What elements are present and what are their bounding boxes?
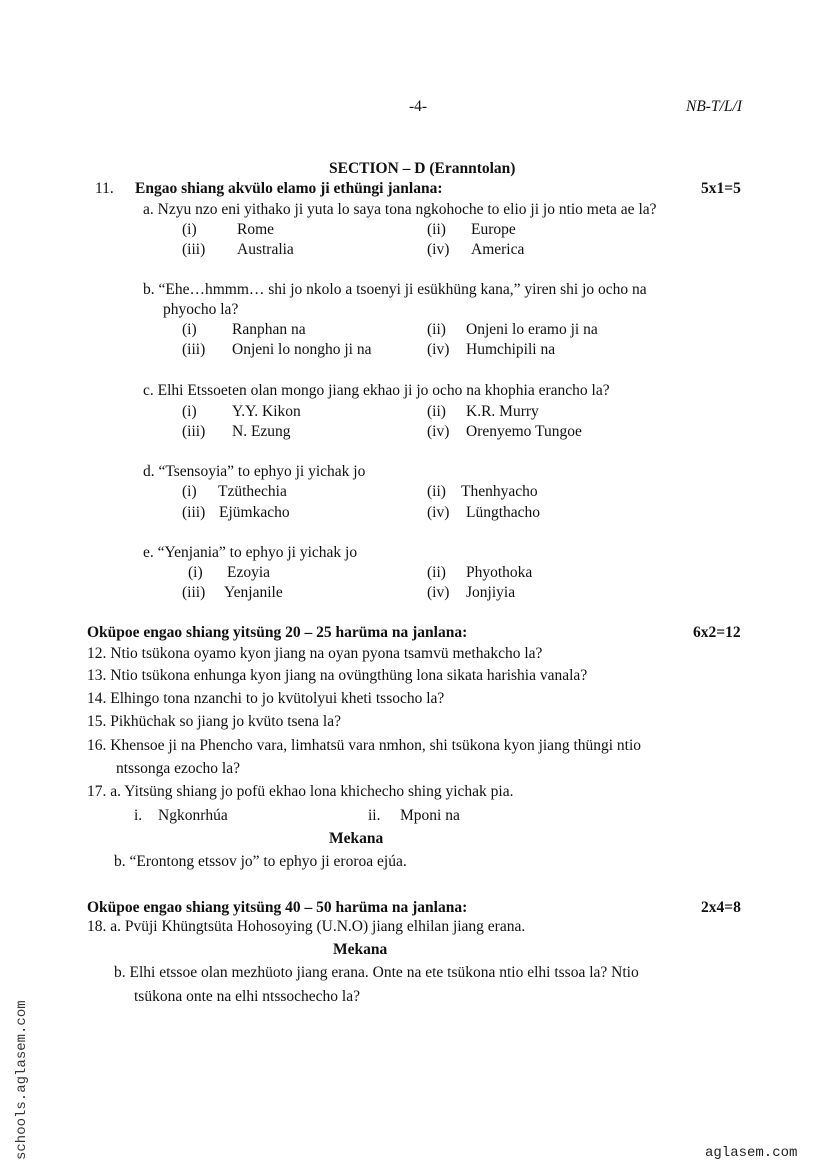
long-section-marks: 2x4=8 <box>701 899 741 916</box>
section-title: SECTION – D (Eranntolan) <box>329 160 516 177</box>
q17-opt1-text: Ngkonrhúa <box>158 807 228 824</box>
long-section-instruction: Oküpoe engao shiang yitsüng 40 – 50 harüma na janlana: <box>87 899 468 916</box>
q17a-text: 17. a. Yitsüng shiang jo pofü ekhao lona khichecho shing yichak pia. <box>87 783 514 800</box>
q11b-text-line2: phyocho la? <box>163 301 239 318</box>
q11d-opt4-num: (iv) <box>427 504 450 521</box>
q11c-opt2-num: (ii) <box>427 403 446 420</box>
q11-number: 11. <box>95 180 114 197</box>
q11a-opt3-text: Australia <box>237 241 294 258</box>
corner-watermark: aglasem.com <box>705 1145 798 1161</box>
q11b-opt1-num: (i) <box>182 321 197 338</box>
q11a-opt2-num: (ii) <box>427 221 446 238</box>
q11e-opt3-text: Yenjanile <box>224 584 283 601</box>
q14-text: 14. Elhingo tona nzanchi to jo kvütolyui kheti tssocho la? <box>87 690 445 707</box>
q17-opt1-num: i. <box>134 807 143 824</box>
q11b-opt1-text: Ranphan na <box>232 321 306 338</box>
short-section-marks: 6x2=12 <box>693 624 741 641</box>
q11a-opt4-text: America <box>471 241 525 258</box>
q11d-opt4-text: Lüngthacho <box>466 504 541 521</box>
q18b-text-line1: b. Elhi etssoe olan mezhüoto jiang erana. Onte na ete tsükona ntio elhi tssoa la? Ntio <box>114 964 639 981</box>
q11e-opt3-num: (iii) <box>182 584 206 601</box>
q11a-opt3-num: (iii) <box>182 241 206 258</box>
q11-instruction: Engao shiang akvülo elamo ji ethüngi janlana: <box>135 180 443 197</box>
q11e-opt1-num: (i) <box>188 564 203 581</box>
q11b-opt3-text: Onjeni lo nongho ji na <box>232 341 372 358</box>
q11b-opt3-num: (iii) <box>182 341 206 358</box>
q15-text: 15. Pikhüchak so jiang jo kvüto tsena la? <box>87 713 341 730</box>
q11e-opt2-num: (ii) <box>427 564 446 581</box>
q18b-text-line2: tsükona onte na elhi ntssochecho la? <box>134 988 360 1005</box>
q11e-opt1-text: Ezoyia <box>227 564 271 581</box>
q11c-opt3-num: (iii) <box>182 423 206 440</box>
q11a-opt1-num: (i) <box>182 221 197 238</box>
q11d-opt3-num: (iii) <box>182 504 206 521</box>
q11b-opt2-text: Onjeni lo eramo ji na <box>466 321 598 338</box>
q11e-opt2-text: Phyothoka <box>466 564 533 581</box>
paper-code: NB-T/L/I <box>686 98 742 115</box>
q11a-opt4-num: (iv) <box>427 241 450 258</box>
short-section-instruction: Oküpoe engao shiang yitsüng 20 – 25 harüma na janlana: <box>87 624 468 641</box>
q11b-opt4-num: (iv) <box>427 341 450 358</box>
q11a-opt1-text: Rome <box>237 221 275 238</box>
q11d-opt2-text: Thenhyacho <box>461 483 538 500</box>
q11b-text-line1: b. “Ehe…hmmm… shi jo nkolo a tsoenyi ji esükhüng kana,” yiren shi jo ocho na <box>143 281 647 298</box>
q16-text-line1: 16. Khensoe ji na Phencho vara, limhatsü vara nmhon, shi tsükona kyon jiang thüngi ntio <box>87 737 642 754</box>
q11c-opt4-text: Orenyemo Tungoe <box>466 423 582 440</box>
q11d-opt1-text: Tzüthechia <box>218 483 287 500</box>
page-number: -4- <box>409 98 428 115</box>
q11e-text: e. “Yenjania” to ephyo ji yichak jo <box>143 544 358 561</box>
q11e-opt4-text: Jonjiyia <box>466 584 516 601</box>
q11c-opt4-num: (iv) <box>427 423 450 440</box>
side-watermark: schools.aglasem.com <box>14 1000 30 1160</box>
q11c-opt1-num: (i) <box>182 403 197 420</box>
q18-or: Mekana <box>333 941 388 958</box>
q11d-text: d. “Tsensoyia” to ephyo ji yichak jo <box>143 463 366 480</box>
q11b-opt4-text: Humchipili na <box>466 341 556 358</box>
q11e-opt4-num: (iv) <box>427 584 450 601</box>
q17-opt2-text: Mponi na <box>400 807 460 824</box>
q12-text: 12. Ntio tsükona oyamo kyon jiang na oyan pyona tsamvü methakcho la? <box>87 645 543 662</box>
q18a-text: 18. a. Pvüji Khüngtsüta Hohosoying (U.N.O) jiang elhilan jiang erana. <box>87 918 526 935</box>
q17-opt2-num: ii. <box>368 807 381 824</box>
q11a-opt2-text: Europe <box>471 221 516 238</box>
q11c-opt3-text: N. Ezung <box>232 423 291 440</box>
q13-text: 13. Ntio tsükona enhunga kyon jiang na ovüngthüng lona sikata harishia vanala? <box>87 667 588 684</box>
q11b-opt2-num: (ii) <box>427 321 446 338</box>
q16-text-line2: ntssonga ezocho la? <box>116 760 240 777</box>
q11c-opt1-text: Y.Y. Kikon <box>232 403 301 420</box>
q11d-opt1-num: (i) <box>182 483 197 500</box>
q17b-text: b. “Erontong etssov jo” to ephyo ji eroroa ejúa. <box>114 853 407 870</box>
q17-or: Mekana <box>329 830 384 847</box>
q11c-text: c. Elhi Etssoeten olan mongo jiang ekhao ji jo ocho na khophia erancho la? <box>143 382 610 399</box>
q11-marks: 5x1=5 <box>701 180 741 197</box>
q11d-opt3-text: Ejümkacho <box>219 504 290 521</box>
q11c-opt2-text: K.R. Murry <box>466 403 539 420</box>
q11a-text: a. Nzyu nzo eni yithako ji yuta lo saya tona ngkohoche to elio ji jo ntio meta ae la? <box>143 201 657 218</box>
q11d-opt2-num: (ii) <box>427 483 446 500</box>
